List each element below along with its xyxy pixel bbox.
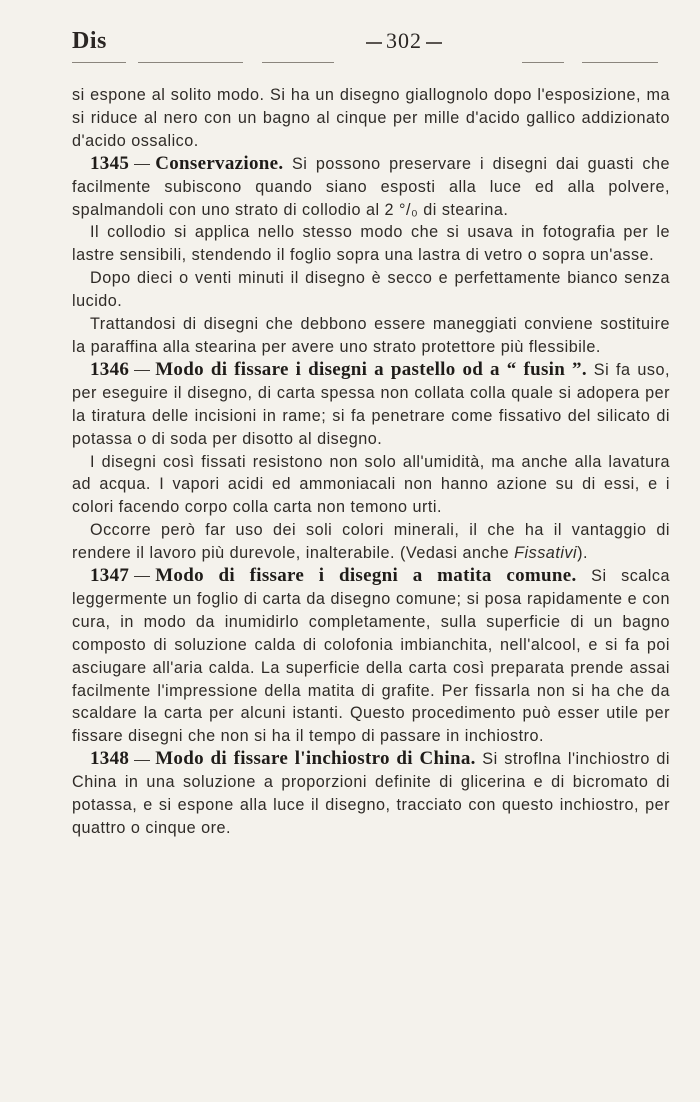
paragraph-text: ). [577,544,588,563]
section-dash [134,370,150,371]
page-number-dash-left [366,42,382,44]
section-dash [134,760,150,761]
header-rule [522,62,564,63]
page-header [72,28,668,68]
running-head: Dis [72,28,107,54]
paragraph: I disegni così fissati resistono non solo all'umidità, ma anche alla lavatura ad acqua. I vapori acidi ed ammoniacali non hanno azione su di essi, e i colori facendo corpo colla carta non temono urti. [72,452,670,517]
intro-paragraph: si espone al solito modo. Si ha un disegno giallognolo dopo l'esposizione, ma si riduce al nero con un bagno al cinque per mille d'acido gallico addizionato d'acido ossalico. [72,86,670,150]
section-title: Modo di fissare l'inchiostro di China. [155,748,476,770]
paragraph: Dopo dieci o venti minuti il disegno è secco e perfettamente bianco senza lucido. [72,269,670,311]
section-number: 1347 [90,565,130,587]
paragraph [72,519,670,565]
cross-reference: Fissativi [514,544,578,563]
paragraph-text: Occorre però far uso dei soli colori minerali, il che ha il vantaggio di rendere il lavoro più durevole, inalterabile. (Vedasi anche [72,521,670,563]
page-number [362,28,446,54]
paragraph-text: Si fa uso, per eseguire il disegno, di carta spessa non collata colla quale si adopera per la tiratura delle incisioni in rame; si fa penetrare come fissativo del silicato di potassa o di soda per disotto al disegno. [72,360,671,448]
header-rule [72,62,126,63]
header-rule [138,62,243,63]
section-dash [134,164,150,165]
page-body [72,84,670,840]
paragraph: Il collodio si applica nello stesso modo che si usava in fotografia per le lastre sensibili, stendendo il foglio sopra una lastra di vetro o sopra un'asse. [72,223,670,265]
paragraph-text: Si stroflna l'inchiostro di China in una soluzione a proporzioni definite di glicerina e di bicromato di potassa, e si espone alla luce il disegno, tracciato con questo inchiostro, per quattro o cinque ore. [72,750,671,837]
paragraph-text: Si scalca leggermente un foglio di carta da disegno comune; si posa rapidamente e con cura, in modo da inumidirlo completamente, sulla superficie di un bagno composto di soluzione calda di colofonia imbianchita, nell'alcool, e si fa poi asciugare all'aria calda. La superficie della carta così preparata prende assai facilmente l'impressione della matita di grafite. Per fissarla non si ha che da scaldare la carta per alcuni istanti. Questo procedimento può esser utile per fissare disegni che non si ha il tempo di passare in inchiostro. [72,567,670,746]
section-1348-first-paragraph [72,748,670,840]
page-number-dash-right [426,42,442,44]
section-1345-first-paragraph [72,153,670,222]
section-number: 1345 [90,152,130,174]
section-1347-first-paragraph [72,565,670,748]
section-number: 1346 [90,358,130,380]
section-title: Modo di fissare i disegni a matita comune. [155,565,577,587]
page-number-value: 302 [386,28,422,53]
paragraph: Trattandosi di disegni che debbono essere maneggiati conviene sostituire la paraffina alla stearina per avere uno strato protettore più flessibile. [72,315,670,356]
header-rule [262,62,334,63]
header-rule [582,62,658,63]
section-title: Modo di fissare i disegni a pastello od a “ fusin ”. [155,358,587,380]
section-title: Conservazione. [155,152,284,174]
section-dash [134,576,150,577]
section-1346-first-paragraph [72,359,670,451]
paragraph-text: Si possono preservare i disegni dai guasti che facilmente subiscono quando siano esposti alla luce ed alla polvere, spalmandoli con uno strato di collodio al 2 °/₀ di stearina. [72,154,670,219]
section-number: 1348 [90,748,130,770]
